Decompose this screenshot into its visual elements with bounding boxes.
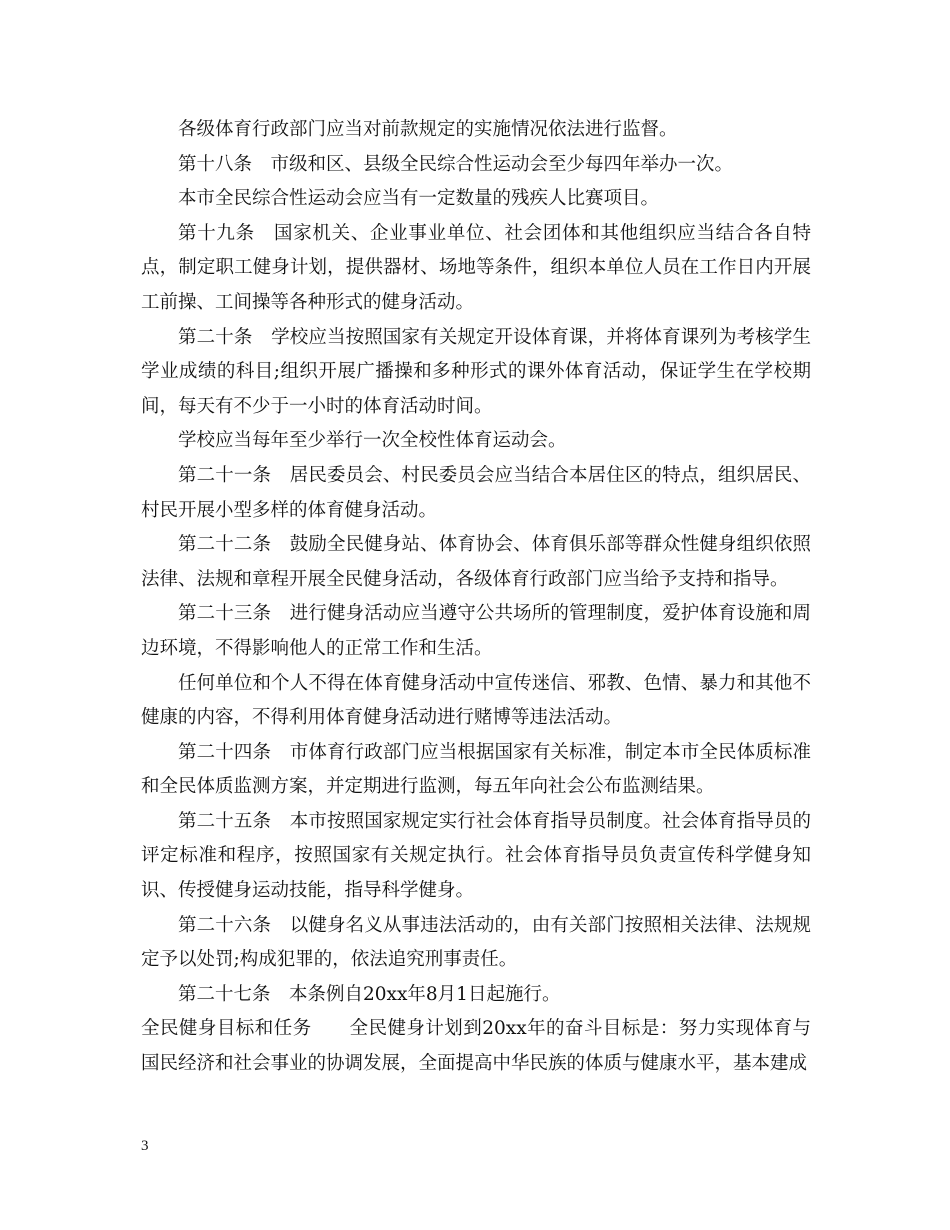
article-21: 第二十一条 居民委员会、村民委员会应当结合本居住区的特点，组织居民、村民开展小型多样的体育健身活动。 [141,464,811,521]
paragraph: 学校应当每年至少举行一次全校性体育运动会。 [178,430,567,452]
article-18: 第十八条 市级和区、县级全民综合性运动会至少每四年举办一次。 [178,153,734,175]
paragraph: 各级体育行政部门应当对前款规定的实施情况依法进行监督。 [178,119,678,140]
paragraph: 本市全民综合性运动会应当有一定数量的残疾人比赛项目。 [178,188,660,210]
article-19: 第十九条 国家机关、企业事业单位、社会团体和其他组织应当结合各自特点，制定职工健身计划，提供器材、场地等条件，组织本单位人员在工作日内开展工前操、工间操等各种形式的健身活动。 [141,222,811,313]
article-22: 第二十二条 鼓励全民健身站、体育协会、体育俱乐部等群众性健身组织依照法律、法规和章程开展全民健身活动，各级体育行政部门应当给予支持和指导。 [141,534,811,590]
article-20: 第二十条 学校应当按照国家有关规定开设体育课，并将体育课列为考核学生学业成绩的科目;组织开展广播操和多种形式的课外体育活动，保证学生在学校期间，每天有不少于一小时的体育活动时间。 [141,326,811,417]
article-24: 第二十四条 市体育行政部门应当根据国家有关标准，制定本市全民体质标准和全民体质监测方案，并定期进行监测，每五年向社会公布监测结果。 [141,741,811,798]
article-25: 第二十五条 本市按照国家规定实行社会体育指导员制度。社会体育指导员的评定标准和程序，按照国家有关规定执行。社会体育指导员负责宣传科学健身知识、传授健身运动技能，指导科学健身。 [141,810,811,902]
article-27: 第二十七条 本条例自20xx年8月1日起施行。 [178,983,561,1005]
section-goals-paragraph: 全民健身目标和任务 全民健身计划到20xx年的奋斗目标是：努力实现体育与国民经济和社会事业的协调发展，全面提高中华民族的体质与健康水平，基本建成 [141,1018,811,1075]
article-23: 第二十三条 进行健身活动应当遵守公共场所的管理制度，爱护体育设施和周边环境，不得影响他人的正常工作和生活。 [141,603,811,659]
paragraph: 任何单位和个人不得在体育健身活动中宣传迷信、邪教、色情、暴力和其他不健康的内容，不得利用体育健身活动进行赌博等违法活动。 [141,672,811,729]
article-26: 第二十六条 以健身名义从事违法活动的，由有关部门按照相关法律、法规规定予以处罚;构成犯罪的，依法追究刑事责任。 [141,914,811,971]
body-text [141,113,811,1082]
page-number: 3 [141,1138,149,1154]
